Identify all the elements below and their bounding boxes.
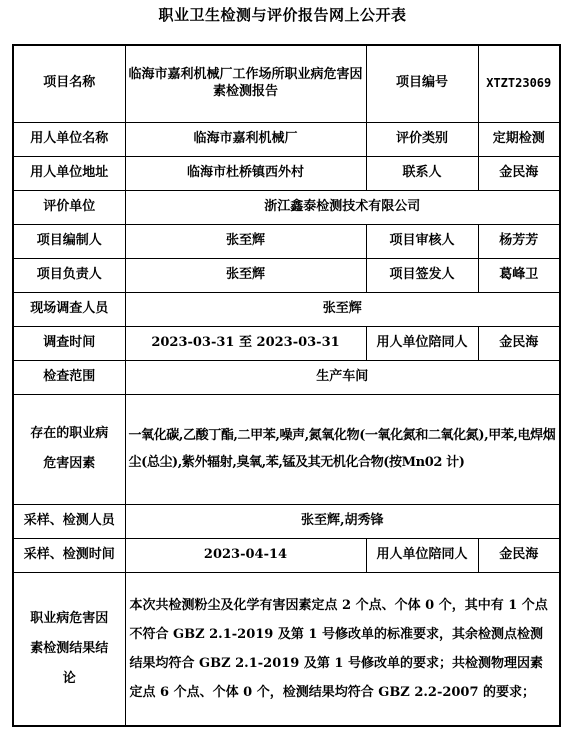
eval-unit-label: 评价单位 bbox=[13, 190, 125, 224]
page-title: 职业卫生检测与评价报告网上公开表 bbox=[158, 6, 407, 24]
compiler-label: 项目编制人 bbox=[13, 224, 125, 258]
project-name-label: 项目名称 bbox=[13, 45, 125, 122]
leader-value: 张至辉 bbox=[125, 258, 366, 292]
reviewer-label: 项目审核人 bbox=[366, 224, 478, 258]
signer-value: 葛峰卫 bbox=[478, 258, 560, 292]
table-row bbox=[13, 504, 560, 538]
table-row bbox=[13, 122, 560, 156]
accompany-label-2: 用人单位陪同人 bbox=[366, 538, 478, 572]
sample-time-value: 2023-04-14 bbox=[125, 538, 366, 572]
hazards-label: 存在的职业病危害因素 bbox=[13, 394, 125, 504]
table-row bbox=[13, 538, 560, 572]
compiler-value: 张至辉 bbox=[125, 224, 366, 258]
accompany-label: 用人单位陪同人 bbox=[366, 326, 478, 360]
hazards-value: 一氧化碳,乙酸丁酯,二甲苯,噪声,氮氧化物(一氧化氮和二氧化氮),甲苯,电焊烟尘(总尘),紫外辐射,臭氧,苯,锰及其无机化合物(按Mn02 计) bbox=[125, 394, 560, 504]
table-row bbox=[13, 394, 560, 504]
scope-label: 检查范围 bbox=[13, 360, 125, 394]
table-row bbox=[13, 45, 560, 122]
employer-name-value: 临海市嘉利机械厂 bbox=[125, 122, 366, 156]
sampler-value: 张至辉,胡秀锋 bbox=[125, 504, 560, 538]
employer-name-label: 用人单位名称 bbox=[13, 122, 125, 156]
eval-unit-value: 浙江鑫泰检测技术有限公司 bbox=[125, 190, 560, 224]
survey-time-value: 2023-03-31 至 2023-03-31 bbox=[125, 326, 366, 360]
signer-label: 项目签发人 bbox=[366, 258, 478, 292]
employer-address-value: 临海市杜桥镇西外村 bbox=[125, 156, 366, 190]
conclusion-value: 本次共检测粉尘及化学有害因素定点 2 个点、个体 0 个，其中有 1 个点不符合 GBZ 2.1-2019 及第 1 号修改单的标准要求，其余检测点检测结果均符合 GBZ 2.1-2019 及第 1 号修改单的要求；共检测物理因素定点 6 个点、个体 0 个，检测结果均符合 GBZ 2.2-2007 的要求； bbox=[125, 572, 560, 726]
table-row bbox=[13, 292, 560, 326]
table-row bbox=[13, 156, 560, 190]
table-row bbox=[13, 258, 560, 292]
eval-type-label: 评价类别 bbox=[366, 122, 478, 156]
project-no-value: XTZT23069 bbox=[478, 45, 560, 122]
eval-type-value: 定期检测 bbox=[478, 122, 560, 156]
accompany-value: 金民海 bbox=[478, 326, 560, 360]
reviewer-value: 杨芳芳 bbox=[478, 224, 560, 258]
project-no-label: 项目编号 bbox=[366, 45, 478, 122]
survey-time-label: 调查时间 bbox=[13, 326, 125, 360]
disclosure-table bbox=[12, 44, 561, 727]
accompany-value-2: 金民海 bbox=[478, 538, 560, 572]
contact-label: 联系人 bbox=[366, 156, 478, 190]
leader-label: 项目负责人 bbox=[13, 258, 125, 292]
table-row bbox=[13, 224, 560, 258]
scope-value: 生产车间 bbox=[125, 360, 560, 394]
sampler-label: 采样、检测人员 bbox=[13, 504, 125, 538]
table-row bbox=[13, 190, 560, 224]
table-row bbox=[13, 572, 560, 726]
employer-address-label: 用人单位地址 bbox=[13, 156, 125, 190]
project-name-value: 临海市嘉利机械厂工作场所职业病危害因素检测报告 bbox=[125, 45, 366, 122]
surveyor-value: 张至辉 bbox=[125, 292, 560, 326]
table-row bbox=[13, 360, 560, 394]
surveyor-label: 现场调查人员 bbox=[13, 292, 125, 326]
conclusion-label: 职业病危害因素检测结果结论 bbox=[13, 572, 125, 726]
sample-time-label: 采样、检测时间 bbox=[13, 538, 125, 572]
contact-value: 金民海 bbox=[478, 156, 560, 190]
table-row bbox=[13, 326, 560, 360]
